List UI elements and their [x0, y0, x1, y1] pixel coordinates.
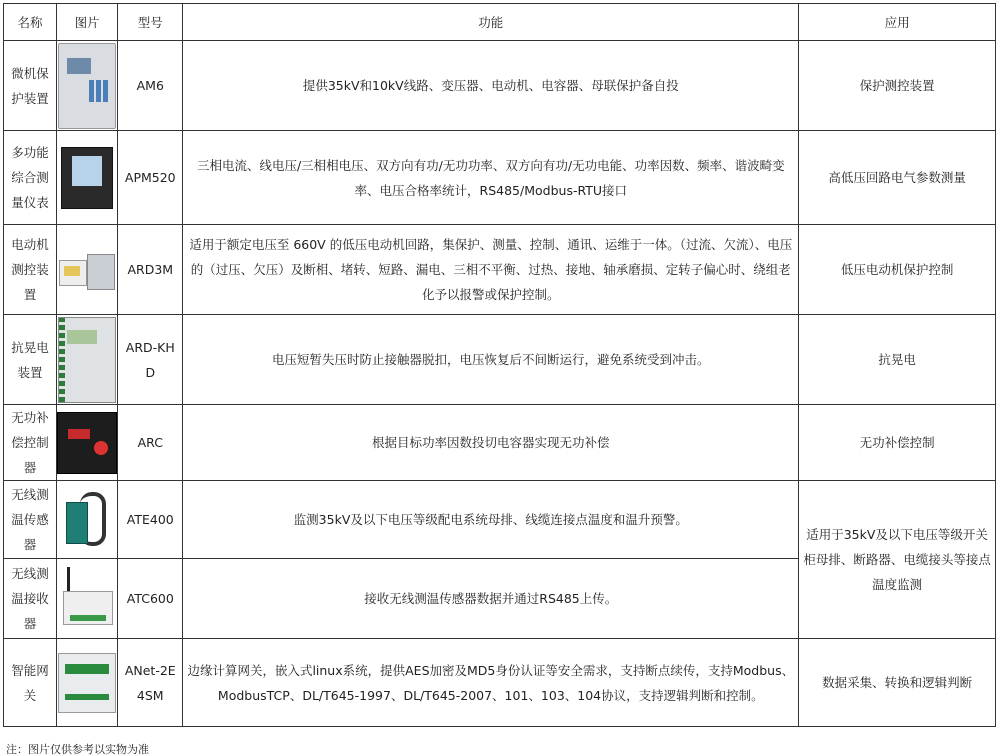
table-row	[4, 315, 996, 405]
cell-model: ANet-2E4SM	[118, 639, 183, 727]
cell-function: 三相电流、线电压/三相相电压、双方向有功/无功功率、双方向有功/无功电能、功率因数、频率、谐波畸变率、电压合格率统计，RS485/Modbus-RTU接口	[183, 131, 799, 225]
cell-application: 保护测控装置	[799, 41, 996, 131]
table-row	[4, 131, 996, 225]
cell-application: 低压电动机保护控制	[799, 225, 996, 315]
cell-name: 多功能综合测量仪表	[4, 131, 57, 225]
cell-application: 数据采集、转换和逻辑判断	[799, 639, 996, 727]
cell-model: AM6	[118, 41, 183, 131]
cell-function: 监测35kV及以下电压等级配电系统母排、线缆连接点温度和温升预警。	[183, 481, 799, 559]
cell-model: ATE400	[118, 481, 183, 559]
cell-function: 边缘计算网关，嵌入式linux系统，提供AES加密及MD5身份认证等安全需求，支持断点续传，支持Modbus、ModbusTCP、DL/T645-1997、DL/T645-2007、101、103、104协议，支持逻辑判断和控制。	[183, 639, 799, 727]
cell-function: 根据目标功率因数投切电容器实现无功补偿	[183, 405, 799, 481]
cell-name: 电动机测控装置	[4, 225, 57, 315]
cell-model: APM520	[118, 131, 183, 225]
reactive-compensation-controller-icon	[57, 412, 117, 474]
cell-function: 提供35kV和10kV线路、变压器、电动机、电容器、母联保护备自投	[183, 41, 799, 131]
header-function: 功能	[183, 4, 799, 41]
cell-model: ARD-KHD	[118, 315, 183, 405]
wireless-temp-sensor-icon	[62, 488, 112, 552]
table-row	[4, 405, 996, 481]
header-name: 名称	[4, 4, 57, 41]
wireless-receiver-icon	[59, 567, 115, 631]
cell-application: 抗晃电	[799, 315, 996, 405]
anti-sag-device-icon	[58, 317, 116, 403]
cell-name: 智能网关	[4, 639, 57, 727]
multifunction-meter-icon	[61, 147, 113, 209]
table-row	[4, 225, 996, 315]
protection-relay-icon	[58, 43, 116, 129]
cell-model: ARD3M	[118, 225, 183, 315]
cell-application-shared: 适用于35kV及以下电压等级开关柜母排、断路器、电缆接头等接点温度监测	[799, 481, 996, 639]
table-row	[4, 481, 996, 559]
cell-name: 微机保护装置	[4, 41, 57, 131]
cell-name: 无线测温接收器	[4, 559, 57, 639]
cell-model: ARC	[118, 405, 183, 481]
cell-function: 接收无线测温传感器数据并通过RS485上传。	[183, 559, 799, 639]
table-row	[4, 639, 996, 727]
cell-function: 电压短暂失压时防止接触器脱扣，电压恢复后不间断运行，避免系统受到冲击。	[183, 315, 799, 405]
cell-name: 无线测温传感器	[4, 481, 57, 559]
cell-model: ATC600	[118, 559, 183, 639]
header-application: 应用	[799, 4, 996, 41]
cell-name: 无功补偿控制器	[4, 405, 57, 481]
table-header-row	[4, 4, 996, 41]
table-row	[4, 41, 996, 131]
smart-gateway-icon	[58, 653, 116, 713]
product-spec-table	[3, 3, 996, 727]
cell-name: 抗晃电装置	[4, 315, 57, 405]
cell-function: 适用于额定电压至 660V 的低压电动机回路，集保护、测量、控制、通讯、运维于一体。（过流、欠流）、电压的（过压、欠压）及断相、堵转、短路、漏电、三相不平衡、过热、接地、轴承磨损、定转子偏心时、绕组老化予以报警或保护控制。	[183, 225, 799, 315]
header-image: 图片	[57, 4, 118, 41]
header-model: 型号	[118, 4, 183, 41]
cell-application: 无功补偿控制	[799, 405, 996, 481]
cell-application: 高低压回路电气参数测量	[799, 131, 996, 225]
motor-controller-icon	[59, 250, 115, 290]
footnote: 注：图片仅供参考以实物为准	[6, 743, 149, 756]
